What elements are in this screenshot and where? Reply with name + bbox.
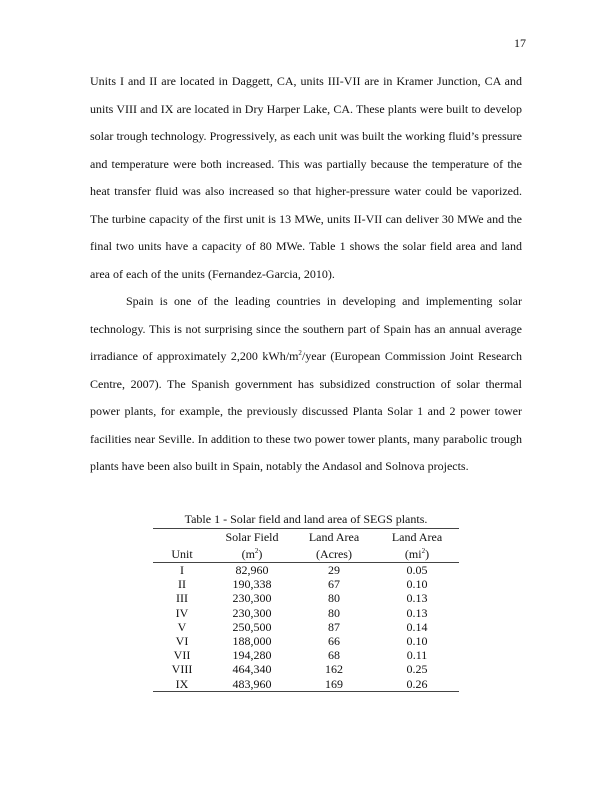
- table-row: [153, 677, 459, 692]
- cell-unit: III: [176, 591, 188, 606]
- superscript-2: 2: [298, 349, 302, 357]
- header-solar-field-unit-end: ): [258, 546, 263, 561]
- cell-solar-field: 82,960: [235, 563, 269, 577]
- cell-solar-field: 230,300: [232, 591, 272, 606]
- cell-mi2: 0.10: [406, 634, 428, 649]
- cell-unit: IV: [175, 605, 189, 620]
- cell-mi2: 0.26: [406, 676, 428, 691]
- header-land-area-mi-unit-sup: 2: [421, 546, 426, 555]
- table-row: [153, 634, 459, 648]
- cell-acres: 67: [328, 577, 340, 592]
- cell-acres: 80: [328, 591, 340, 606]
- paragraph-segs-units: Units I and II are located in Daggett, CA, units III-VII are in Kramer Junction, CA and units VIII and IX are located in Dry Harper Lake, CA. These plants were built to develop solar trough technology. Progressively, as each unit was built the working fluid’s pressure and temperature were both increased. This was partially because the temperature of the heat transfer fluid was also increased so that higher-pressure water could be vaporized. The turbine capacity of the first unit is 13 MWe, units II-VII can deliver 30 MWe and the final two units have a capacity of 80 MWe. Table 1 shows the solar field area and land area of each of the units (Fernandez-Garcia, 2010).: [90, 74, 522, 281]
- paragraph-spain-part-2: /year (European Commission Joint Research Centre, 2007). The Spanish government has subsidized construction of solar thermal power plants, for example, the previously discussed Planta Solar 1 and 2 power tower facilities near Seville. In addition to these two power tower plants, many parabolic trough plants have been also built in Spain, notably the Andasol and Solnova projects.: [90, 349, 522, 473]
- cell-mi2: 0.05: [406, 563, 428, 577]
- paragraph-spain-part-1: Spain is one of the leading countries in developing and implementing solar technology. This is not surprising since the southern part of Spain has an annual average irradiance of approximately 2,200 kWh/m: [90, 294, 522, 363]
- header-unit-spacer: [153, 529, 211, 546]
- cell-unit: IX: [175, 676, 189, 691]
- table-row: [153, 591, 459, 605]
- cell-unit: V: [177, 619, 187, 634]
- cell-mi2: 0.11: [406, 648, 428, 663]
- cell-solar-field: 190,338: [232, 577, 272, 592]
- cell-solar-field: 194,280: [232, 648, 272, 663]
- header-land-area-mi: Land Area: [391, 530, 443, 544]
- header-land-area-mi-unit-end: ): [425, 546, 430, 561]
- table-row: [153, 648, 459, 662]
- cell-solar-field: 464,340: [232, 662, 272, 677]
- table-row: [153, 606, 459, 620]
- cell-acres: 169: [325, 676, 343, 691]
- cell-mi2: 0.13: [406, 605, 428, 620]
- table-section: [0, 512, 612, 692]
- cell-mi2: 0.25: [406, 662, 428, 677]
- header-unit: Unit: [153, 546, 211, 563]
- cell-mi2: 0.13: [406, 591, 428, 606]
- table-caption: Table 1 - Solar field and land area of SEGS plants.: [184, 512, 428, 526]
- cell-solar-field: 250,500: [232, 619, 272, 634]
- cell-acres: 87: [328, 619, 340, 634]
- cell-acres: 162: [325, 662, 343, 677]
- cell-unit: I: [180, 563, 184, 577]
- header-land-area-acres-unit: (Acres): [293, 546, 375, 563]
- cell-unit: VIII: [171, 662, 193, 677]
- table-row: [153, 662, 459, 676]
- cell-acres: 68: [328, 648, 340, 663]
- cell-mi2: 0.14: [406, 619, 428, 634]
- cell-solar-field: 188,000: [232, 634, 272, 649]
- header-land-area-acres: Land Area: [308, 530, 360, 544]
- table-header-row-1: [153, 529, 459, 546]
- cell-unit: VI: [175, 634, 189, 649]
- segs-table: [153, 528, 459, 692]
- cell-unit: VII: [173, 648, 191, 663]
- cell-mi2: 0.10: [406, 577, 428, 592]
- header-solar-field-unit-base: (m: [241, 546, 255, 561]
- cell-unit: II: [178, 577, 186, 592]
- table-row: [153, 577, 459, 591]
- cell-acres: 80: [328, 605, 340, 620]
- body-text: [90, 68, 522, 481]
- paragraph-spain: [90, 288, 522, 481]
- page-number: 17: [514, 36, 526, 50]
- header-solar-field-unit-sup: 2: [254, 546, 259, 555]
- cell-acres: 29: [328, 563, 340, 577]
- header-solar-field: Solar Field: [225, 530, 279, 544]
- cell-solar-field: 230,300: [232, 605, 272, 620]
- table-row: [153, 620, 459, 634]
- table-row: [153, 563, 459, 578]
- header-land-area-mi-unit-base: (mi: [404, 546, 422, 561]
- header-land-area-mi-unit: [375, 546, 459, 563]
- cell-acres: 66: [328, 634, 340, 649]
- header-solar-field-unit: [211, 546, 293, 563]
- table-header-row-2: [153, 546, 459, 563]
- cell-solar-field: 483,960: [232, 676, 272, 691]
